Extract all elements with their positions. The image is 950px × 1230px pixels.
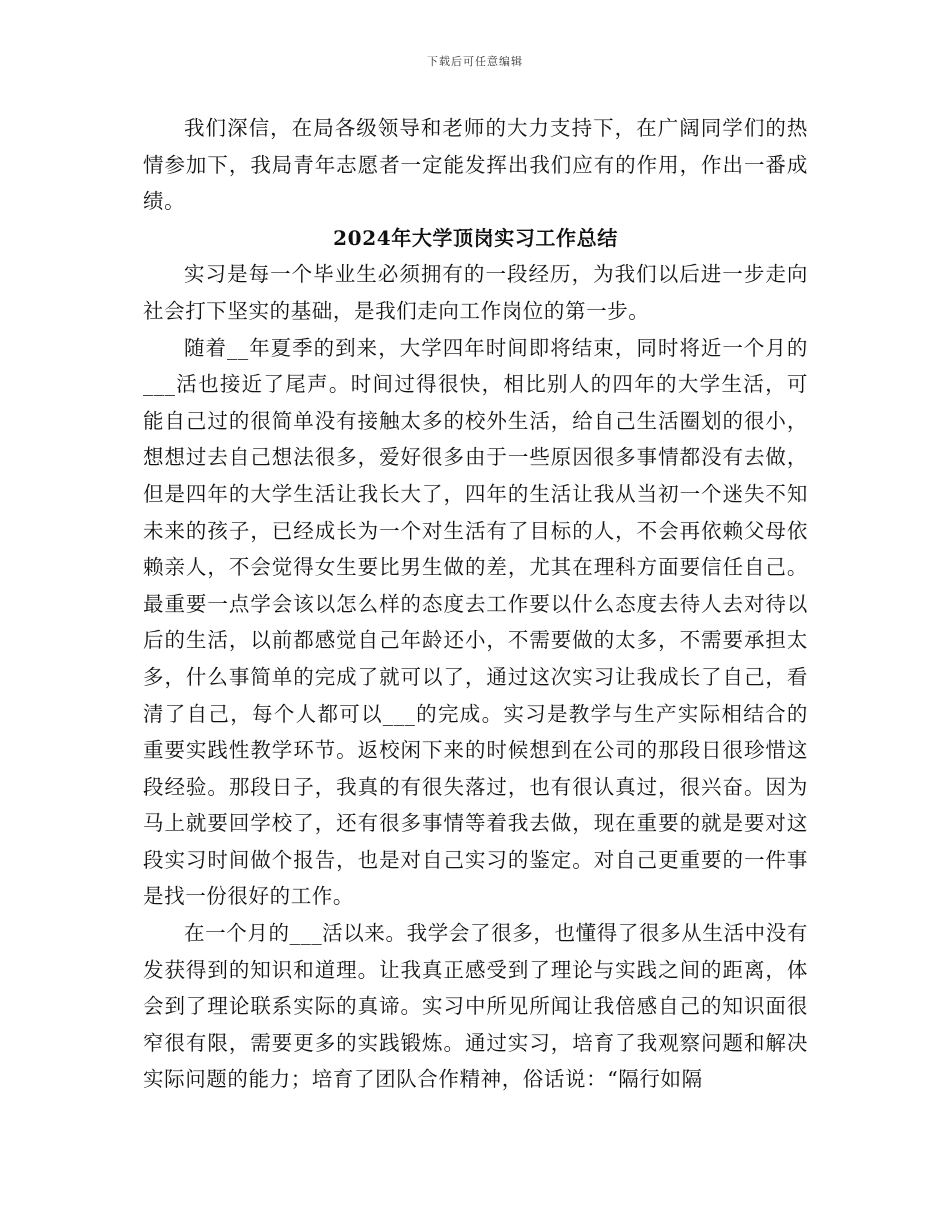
document-title: 2024年大学顶岗实习工作总结 (333, 225, 618, 250)
document-body (143, 110, 808, 1098)
page-header: 下载后可任意编辑 (427, 55, 523, 68)
paragraph-intro: 我们深信，在局各级领导和老师的大力支持下，在广阔同学们的热情参加下，我局青年志愿者一定能发挥出我们应有的作用，作出一番成绩。 (143, 116, 808, 214)
paragraph-2: 随着__年夏季的到来，大学四年时间即将结束，同时将近一个月的___活也接近了尾声。时间过得很快，相比别人的四年的大学生活，可能自己过的很简单没有接触太多的校外生活，给自己生活圈划的很小，想想过去自己想法很多，爱好很多由于一些原因很多事情都没有去做，但是四年的大学生活让我长大了，四年的生活让我从当初一个迷失不知未来的孩子，已经成长为一个对生活有了目标的人，不会再依赖父母依赖亲人，不会觉得女生要比男生做的差，尤其在理科方面要信任自己。最重要一点学会该以怎么样的态度去工作要以什么态度去待人去对待以后的生活，以前都感觉自己年龄还小，不需要做的太多，不需要承担太多，什么事简单的完成了就可以了，通过这次实习让我成长了自己，看清了自己，每个人都可以___的完成。实习是教学与生产实际相结合的重要实践性教学环节。返校闲下来的时候想到在公司的那段日很珍惜这段经验。那段日子，我真的有很失落过，也有很认真过，很兴奋。因为马上就要回学校了，还有很多事情等着我去做，现在重要的就是要对这段实习时间做个报告，也是对自己实习的鉴定。对自己更重要的一件事是找一份很好的工作。 (143, 335, 808, 909)
paragraph-1: 实习是每一个毕业生必须拥有的一段经历，为我们以后进一步走向社会打下坚实的基础，是我们走向工作岗位的第一步。 (143, 262, 808, 323)
paragraph-3: 在一个月的___活以来。我学会了很多，也懂得了很多从生活中没有发获得到的知识和道理。让我真正感受到了理论与实践之间的距离，体会到了理论联系实际的真谛。实习中所见所闻让我倍感自己的知识面很窄很有限，需要更多的实践锻炼。通过实习，培育了我观察问题和解决实际问题的能力；培育了团队合作精神，俗话说：“隔行如隔 (143, 921, 808, 1092)
